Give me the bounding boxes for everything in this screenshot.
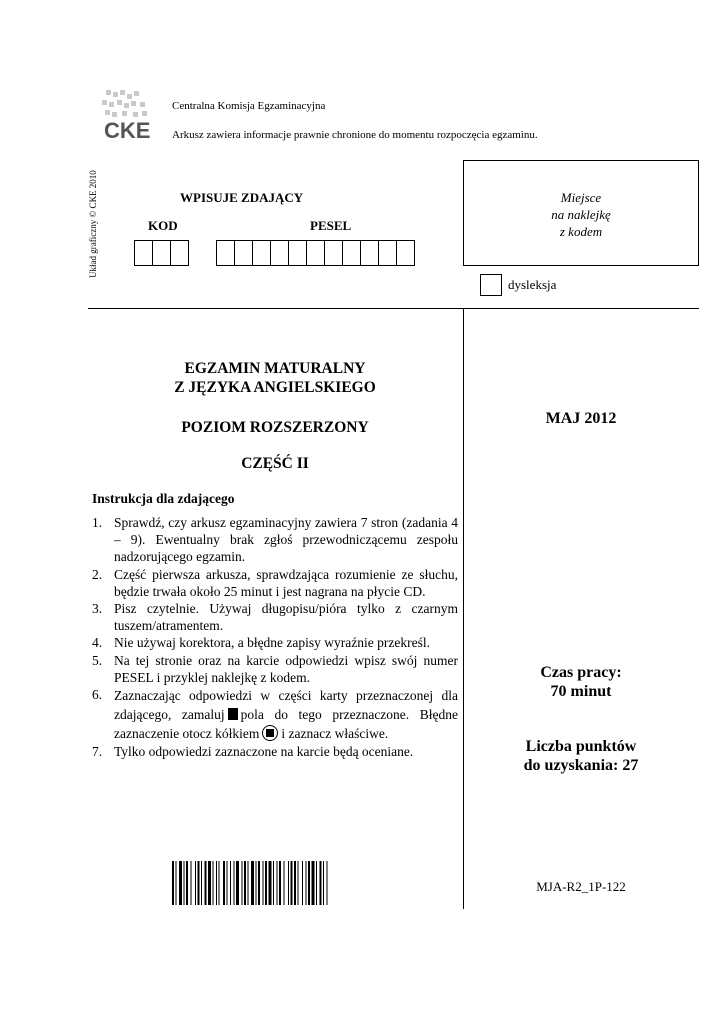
barcode-bar (320, 861, 322, 905)
sticker-line: Miejsce (560, 190, 602, 205)
sticker-line: z kodem (559, 224, 603, 239)
instruction-item (92, 600, 458, 634)
pesel-cell[interactable] (252, 240, 271, 266)
instruction-item (92, 652, 458, 686)
barcode-bar (186, 861, 188, 905)
time-value: 70 minut (550, 683, 612, 700)
exam-session: MAJ 2012 (545, 410, 617, 427)
barcode-bar (205, 861, 207, 905)
barcode-bar (298, 861, 299, 905)
barcode-bar (234, 861, 235, 905)
barcode-bar (269, 861, 272, 905)
exam-level: POZIOM ROZSZERZONY (181, 419, 369, 436)
barcode-bar (277, 861, 278, 905)
filled-square-icon (228, 708, 238, 720)
barcode-bar (216, 861, 217, 905)
barcode-bar (179, 861, 182, 905)
barcode-bar (263, 861, 264, 905)
pesel-label: PESEL (310, 218, 352, 233)
dyslexia-checkbox[interactable] (480, 274, 502, 296)
instruction-item (92, 514, 458, 566)
barcode-bar (201, 861, 202, 905)
pesel-cell[interactable] (216, 240, 235, 266)
points-value: do uzyskania: 27 (523, 757, 639, 774)
barcode-bar (308, 861, 310, 905)
pesel-cell[interactable] (234, 240, 253, 266)
instruction-text: Sprawdź, czy arkusz egzaminacyjny zawiera 7 stron (zadania 4 – 9). Ewentualny brak zgłoś przewodniczącemu zespołu nadzorującego egzamin. (114, 515, 458, 565)
barcode-bar (219, 861, 220, 905)
instruction-text: Pisz czytelnie. Używaj długopisu/pióra tylko z czarnym tuszem/atramentem. (114, 601, 458, 634)
barcode-bar (284, 861, 285, 905)
candidate-fill-title: WPISUJE ZDAJĄCY (180, 190, 304, 205)
kod-field[interactable] (134, 240, 188, 266)
institution-name: Centralna Komisja Egzaminacyjna (172, 100, 326, 112)
barcode-bar (213, 861, 214, 905)
instruction-text: Nie używaj korektora, a błędne zapisy wyraźnie przekreśl. (114, 635, 430, 651)
instruction-item (92, 634, 458, 651)
barcode-bar (323, 861, 324, 905)
sticker-placeholder (463, 160, 699, 266)
barcode-bar (236, 861, 239, 905)
instruction-text-part: Zaznaczając odpowiedzi w części karty przeznaczonej dla zdającego, zamaluj (114, 688, 458, 723)
instruction-number: 5. (92, 652, 103, 668)
divider-vertical (463, 308, 464, 909)
instruction-text: Na tej stronie oraz na karcie odpowiedzi wpisz swój numer PESEL i przyklej naklejkę z kodem. (114, 652, 458, 685)
confidential-notice: Arkusz zawiera informacje prawnie chronione do momentu rozpoczęcia egzaminu. (172, 129, 538, 141)
instruction-number: 3. (92, 601, 103, 617)
pesel-cell[interactable] (342, 240, 361, 266)
kod-cell[interactable] (170, 240, 189, 266)
barcode-bar (242, 861, 243, 905)
instruction-item (92, 686, 458, 743)
instruction-number: 6. (92, 687, 103, 703)
exam-code: MJA-R2_1P-122 (536, 879, 626, 894)
instruction-text-part: i zaznacz właściwe. (281, 726, 389, 742)
pesel-cell[interactable] (270, 240, 289, 266)
barcode-bar (251, 861, 254, 905)
logo-text: CKE (104, 118, 151, 143)
circled-square-icon (262, 725, 278, 741)
barcode-bar (279, 861, 281, 905)
pesel-cell[interactable] (306, 240, 325, 266)
exam-title-line1: EGZAMIN MATURALNY (184, 360, 366, 377)
dyslexia-label: dysleksja (508, 277, 557, 292)
barcode-bar (191, 861, 192, 905)
barcode-bar (312, 861, 315, 905)
barcode-bar (172, 861, 174, 905)
barcode-bar (176, 861, 177, 905)
cke-logo (100, 88, 152, 144)
instruction-text (114, 686, 458, 743)
barcode (172, 861, 384, 905)
barcode-bar (230, 861, 231, 905)
pesel-field[interactable] (216, 240, 414, 266)
pesel-cell[interactable] (378, 240, 397, 266)
barcode-bar (288, 861, 289, 905)
barcode-bar (294, 861, 296, 905)
barcode-bar (273, 861, 274, 905)
instructions-heading: Instrukcja dla zdającego (92, 491, 235, 506)
barcode-bar (248, 861, 249, 905)
barcode-bar (291, 861, 293, 905)
pesel-cell[interactable] (288, 240, 307, 266)
exam-title-line2: Z JĘZYKA ANGIELSKIEGO (174, 379, 376, 396)
barcode-bar (258, 861, 260, 905)
barcode-bar (227, 861, 228, 905)
instruction-item (92, 743, 458, 760)
instruction-item (92, 566, 458, 600)
barcode-bar (302, 861, 303, 905)
instruction-text: Tylko odpowiedzi zaznaczone na karcie będą oceniane. (114, 744, 414, 760)
barcode-bar (256, 861, 257, 905)
barcode-bar (223, 861, 225, 905)
barcode-bar (327, 861, 328, 905)
divider-horizontal (88, 308, 699, 309)
barcode-bar (316, 861, 317, 905)
kod-label: KOD (148, 218, 178, 233)
barcode-bar (306, 861, 307, 905)
kod-cell[interactable] (134, 240, 153, 266)
barcode-bar (265, 861, 267, 905)
instructions-list (92, 514, 458, 760)
pesel-cell[interactable] (360, 240, 379, 266)
copyright-vertical: Układ graficzny © CKE 2010 (88, 170, 98, 278)
kod-cell[interactable] (152, 240, 171, 266)
time-label: Czas pracy: (540, 664, 622, 681)
instruction-number: 2. (92, 566, 103, 582)
instruction-number: 1. (92, 515, 103, 530)
instruction-number: 4. (92, 635, 103, 651)
instruction-text: Część pierwsza arkusza, sprawdzająca rozumienie ze słuchu, będzie trwała około 25 minut i jest nagrana na płycie CD. (114, 566, 458, 599)
points-label: Liczba punktów (525, 738, 637, 755)
pesel-cell[interactable] (324, 240, 343, 266)
barcode-bar (195, 861, 196, 905)
sticker-line: na naklejkę (551, 207, 611, 222)
pesel-cell[interactable] (396, 240, 415, 266)
barcode-bar (198, 861, 200, 905)
barcode-bar (184, 861, 185, 905)
instruction-number: 7. (92, 744, 103, 760)
exam-part: CZĘŚĆ II (241, 455, 309, 472)
barcode-bar (208, 861, 211, 905)
instruction-text-part: pola do tego przeznaczone. Błędne zaznaczenie otocz kółkiem (114, 707, 458, 742)
barcode-bar (244, 861, 246, 905)
